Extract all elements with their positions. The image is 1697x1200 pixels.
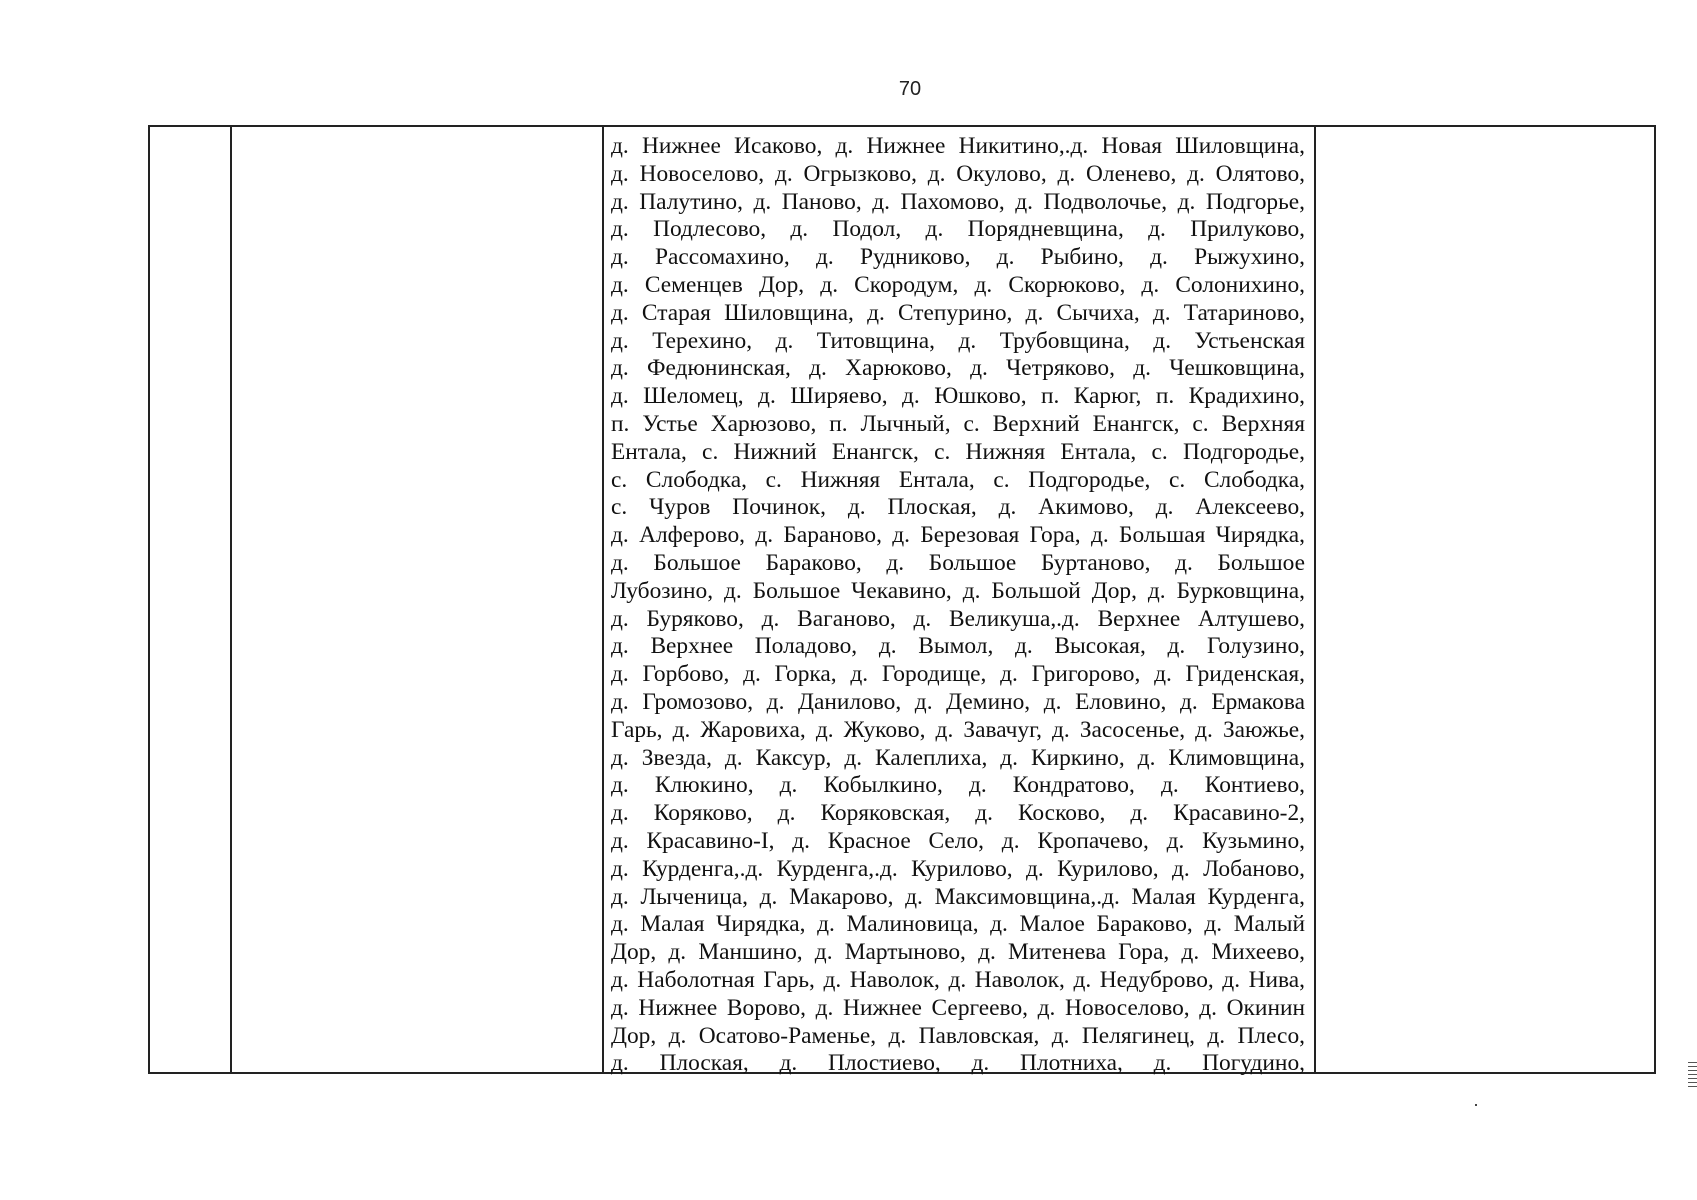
text-line: д. Алферово, д. Бараново, д. Березовая Гора, д. Большая Чирядка, (611, 522, 1305, 549)
text-line: с. Чуров Починок, д. Плоская, д. Акимово, д. Алексеево, (611, 494, 1305, 521)
text-line: д. Громозово, д. Данилово, д. Демино, д. Еловино, д. Ермакова (611, 688, 1305, 715)
text-line: д. Плоская, д. Плостиево, д. Плотниха, д. Погудино, (611, 1050, 1305, 1077)
text-line: д. Верхнее Поладово, д. Вымол, д. Высокая, д. Голузино, (611, 633, 1305, 660)
text-line: д. Курденга,.д. Курденга,.д. Курилово, д. Курилово, д. Лобаново, (611, 855, 1305, 882)
text-line: д. Семенцев Дор, д. Скородум, д. Скорюково, д. Солонихино, (611, 271, 1305, 298)
page-number: 70 (898, 78, 922, 100)
text-line: с. Слободка, с. Нижняя Ентала, с. Подгородье, с. Слободка, (611, 466, 1305, 493)
text-line: д. Клюкино, д. Кобылкино, д. Кондратово, д. Контиево, (611, 772, 1305, 799)
text-line: д. Лыченица, д. Макарово, д. Максимовщина,.д. Малая Курденга, (611, 883, 1305, 910)
text-line: Лубозино, д. Большое Чекавино, д. Большой Дор, д. Бурковщина, (611, 577, 1305, 604)
column-divider-2 (602, 127, 604, 1072)
text-line: д. Новоселово, д. Огрызково, д. Окулово, д. Оленево, д. Олятово, (611, 160, 1305, 187)
text-line: д. Рассомахино, д. Рудниково, д. Рыбино, д. Рыжухино, (611, 244, 1305, 271)
settlements-list-cell (611, 133, 1305, 1078)
text-line: д. Подлесово, д. Подол, д. Порядневщина, д. Прилуково, (611, 216, 1305, 243)
table-frame (148, 125, 1656, 1077)
text-line: Дор, д. Маншино, д. Мартыново, д. Митенева Гора, д. Михеево, (611, 939, 1305, 966)
edge-marks (1688, 1062, 1697, 1088)
text-line: Гарь, д. Жаровиха, д. Жуково, д. Завачуг, д. Засосенье, д. Заюжье, (611, 716, 1305, 743)
text-line: д. Коряково, д. Коряковская, д. Косково, д. Красавино-2, (611, 800, 1305, 827)
text-line: п. Устье Харюзово, п. Лычный, с. Верхний Енангск, с. Верхняя (611, 410, 1305, 437)
column-divider-1 (230, 127, 232, 1072)
text-line: д. Шеломец, д. Ширяево, д. Юшково, п. Карюг, п. Крадихино, (611, 383, 1305, 410)
text-line: д. Федюнинская, д. Харюково, д. Четряково, д. Чешковщина, (611, 355, 1305, 382)
column-divider-3 (1314, 127, 1316, 1072)
text-line: д. Малая Чирядка, д. Малиновица, д. Малое Бараково, д. Малый (611, 911, 1305, 938)
text-line: д. Палутино, д. Паново, д. Пахомово, д. Подволочье, д. Подгорье, (611, 188, 1305, 215)
text-line: д. Большое Бараково, д. Большое Буртаново, д. Большое (611, 549, 1305, 576)
text-line: д. Наболотная Гарь, д. Наволок, д. Наволок, д. Недуброво, д. Нива, (611, 966, 1305, 993)
text-line: д. Горбово, д. Горка, д. Городище, д. Григорово, д. Гриденская, (611, 661, 1305, 688)
text-line: Ентала, с. Нижний Енангск, с. Нижняя Ентала, с. Подгородье, (611, 438, 1305, 465)
text-line: д. Нижнее Исаково, д. Нижнее Никитино,.д. Новая Шиловщина, (611, 133, 1305, 159)
text-line: д. Буряково, д. Ваганово, д. Великуша,.д. Верхнее Алтушево, (611, 605, 1305, 632)
text-line: д. Нижнее Ворово, д. Нижнее Сергеево, д. Новоселово, д. Окинин (611, 994, 1305, 1021)
text-line: д. Красавино-I, д. Красное Село, д. Кропачево, д. Кузьмино, (611, 827, 1305, 854)
text-line: д. Старая Шиловщина, д. Степурино, д. Сычиха, д. Татариново, (611, 299, 1305, 326)
text-line: д. Звезда, д. Каксур, д. Калеплиха, д. Киркино, д. Климовщина, (611, 744, 1305, 771)
text-line: Дор, д. Осатово-Раменье, д. Павловская, д. Пелягинец, д. Плесо, (611, 1022, 1305, 1049)
scan-speck (1475, 1104, 1477, 1106)
text-line: д. Терехино, д. Титовщина, д. Трубовщина, д. Устьенская (611, 327, 1305, 354)
